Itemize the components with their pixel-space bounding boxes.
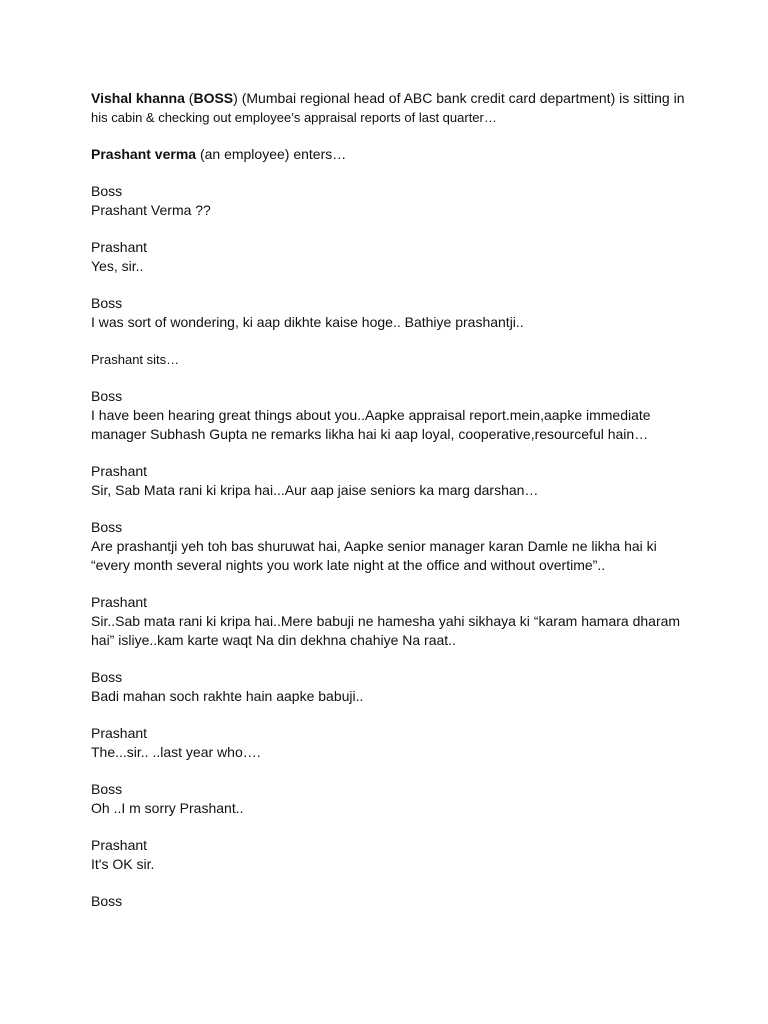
employee-name: Prashant verma	[91, 146, 197, 162]
dialogue-block	[91, 238, 691, 276]
intro-paren-open: (	[184, 90, 194, 106]
intro-line-1	[91, 89, 691, 108]
dialogue-block	[91, 780, 691, 818]
intro-description: ) (Mumbai regional head of ABC bank credit card department) is sitting in	[233, 90, 685, 106]
intro-paragraph	[91, 89, 691, 127]
document-page	[91, 89, 691, 929]
speaker-label: Prashant	[91, 725, 148, 741]
dialogue-block	[91, 724, 691, 762]
speaker-label: Prashant	[91, 837, 148, 853]
dialogue-block	[91, 387, 691, 444]
speaker-label: Boss	[91, 295, 123, 311]
dialogue-line: Sir, Sab Mata rani ki kripa hai...Aur aap jaise seniors ka marg darshan…	[91, 482, 539, 498]
dialogue-line: manager Subhash Gupta ne remarks likha hai ki aap loyal, cooperative,resourceful hain…	[91, 426, 649, 442]
speaker-label: Prashant	[91, 594, 148, 610]
speaker-label: Boss	[91, 519, 123, 535]
boss-name: Vishal khanna	[91, 90, 185, 106]
dialogue-line: Badi mahan soch rakhte hain aapke babuji..	[91, 688, 364, 704]
dialogue-block	[91, 593, 691, 650]
speaker-label: Boss	[91, 388, 123, 404]
dialogue-line: The...sir.. ..last year who….	[91, 744, 261, 760]
dialogue-line: “every month several nights you work late night at the office and without overtime”..	[91, 557, 606, 573]
dialogue-line: Sir..Sab mata rani ki kripa hai..Mere babuji ne hamesha yahi sikhaya ki “karam hamara dharam	[91, 613, 681, 629]
speaker-label: Prashant	[91, 239, 148, 255]
speaker-label: Boss	[91, 669, 123, 685]
dialogue-line: It's OK sir.	[91, 856, 155, 872]
dialogue-block	[91, 182, 691, 220]
speaker-label: Boss	[91, 183, 123, 199]
enter-paragraph	[91, 145, 691, 164]
dialogue-block	[91, 294, 691, 332]
dialogue-block	[91, 668, 691, 706]
dialogue-line: Yes, sir..	[91, 258, 144, 274]
dialogue-line: hai” isliye..kam karte waqt Na din dekhna chahiye Na raat..	[91, 632, 456, 648]
dialogue-line: Are prashantji yeh toh bas shuruwat hai, Aapke senior manager karan Damle ne likha hai ki	[91, 538, 657, 554]
dialogue-line: Oh ..I m sorry Prashant..	[91, 800, 244, 816]
speaker-label: Prashant	[91, 463, 148, 479]
speaker-label: Boss	[91, 893, 123, 909]
intro-line-2: his cabin & checking out employee’s appraisal reports of last quarter…	[91, 110, 497, 125]
stage-direction-text: Prashant sits…	[91, 352, 180, 367]
dialogue-block	[91, 518, 691, 575]
speaker-label: Boss	[91, 781, 123, 797]
enter-action: (an employee) enters…	[196, 146, 347, 162]
dialogue-line: I have been hearing great things about you..Aapke appraisal report.mein,aapke immediate	[91, 407, 651, 423]
stage-direction	[91, 350, 691, 369]
enter-line	[91, 145, 691, 164]
dialogue-line: Prashant Verma ??	[91, 202, 211, 218]
dialogue-line: I was sort of wondering, ki aap dikhte kaise hoge.. Bathiye prashantji..	[91, 314, 524, 330]
dialogue-block	[91, 836, 691, 874]
boss-tag: BOSS	[193, 90, 234, 106]
dialogue-block	[91, 892, 691, 911]
dialogue-block	[91, 462, 691, 500]
